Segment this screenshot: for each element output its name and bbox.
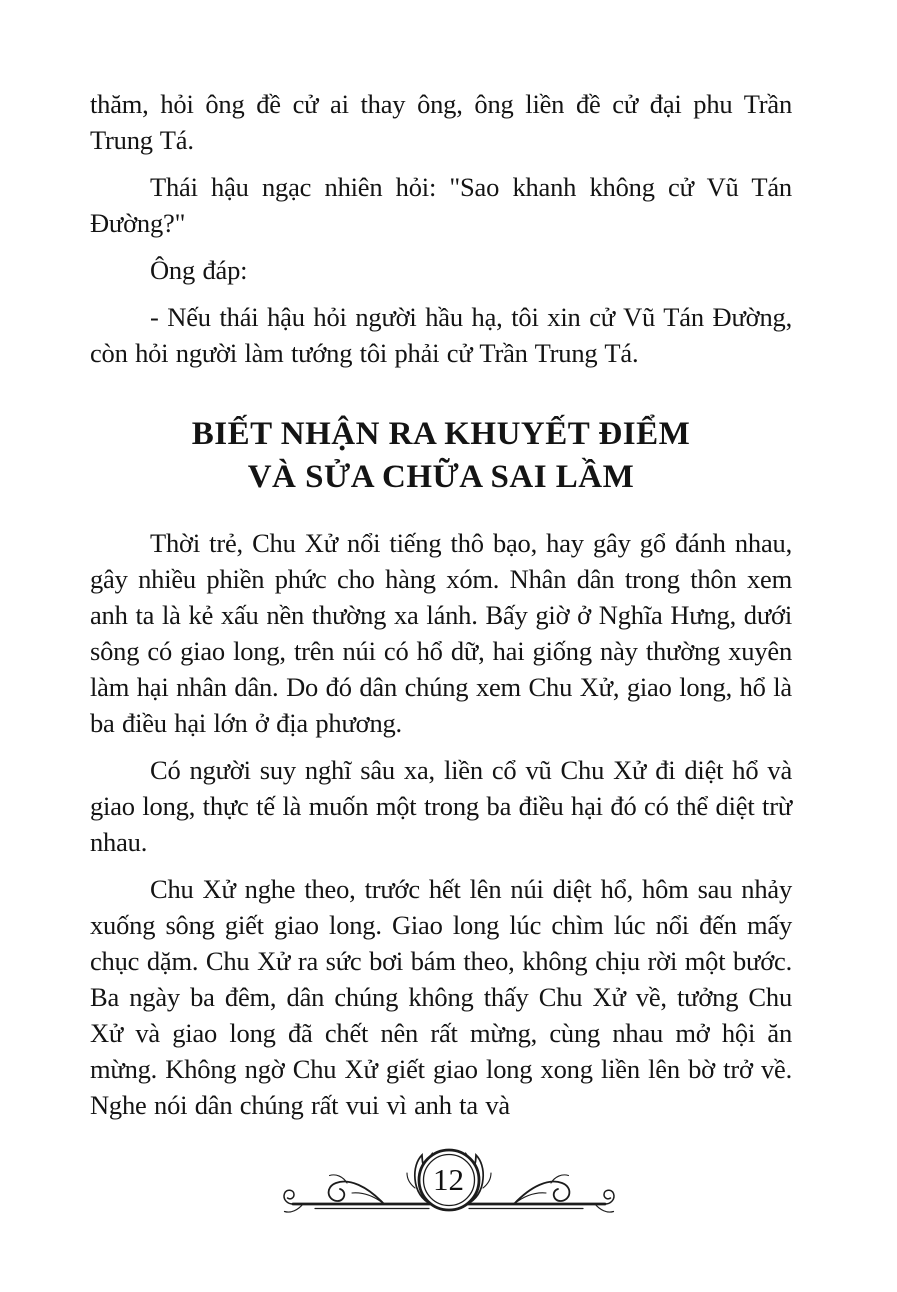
- paragraph: Ông đáp:: [150, 255, 248, 285]
- heading-line-1: BIẾT NHẬN RA KHUYẾT ĐIỂM: [191, 416, 691, 452]
- footer-ornament: [279, 1136, 619, 1236]
- paragraph: Có người suy nghĩ sâu xa, liền cổ vũ Chu Xử đi diệt hổ và giao long, thực tế là muốn một trong ba điều hại đó có thể diệt trừ nhau.: [90, 755, 792, 857]
- paragraph: Thái hậu ngạc nhiên hỏi: "Sao khanh không cử Vũ Tán Đường?": [90, 172, 792, 238]
- paragraph: Chu Xử nghe theo, trước hết lên núi diệt hổ, hôm sau nhảy xuống sông giết giao long. Giao long lúc chìm lúc nổi đến mấy chục dặm. Chu Xử ra sức bơi bám theo, không chịu rời một bước. Ba ngày ba đêm, dân chúng không thấy Chu Xử về, tưởng Chu Xử và giao long đã chết nên rất mừng, cùng nhau mở hội ăn mừng. Không ngờ Chu Xử giết giao long xong liền lên bờ trở về. Nghe nói dân chúng rất vui vì anh ta và: [90, 874, 792, 1120]
- text-block: [90, 86, 792, 1134]
- paragraph: - Nếu thái hậu hỏi người hầu hạ, tôi xin cử Vũ Tán Đường, còn hỏi người làm tướng tôi phải cử Trần Trung Tá.: [90, 302, 792, 368]
- paragraph: Thời trẻ, Chu Xử nổi tiếng thô bạo, hay gây gổ đánh nhau, gây nhiều phiền phức cho hàng xóm. Nhân dân trong thôn xem anh ta là kẻ xấu nền thường xa lánh. Bấy giờ ở Nghĩa Hưng, dưới sông có giao long, trên núi có hổ dữ, hai giống này thường xuyên làm hại nhân dân. Do đó dân chúng xem Chu Xử, giao long, hổ là ba điều hại lớn ở địa phương.: [90, 528, 792, 738]
- paragraph: thăm, hỏi ông đề cử ai thay ông, ông liền đề cử đại phu Trần Trung Tá.: [90, 89, 792, 155]
- heading-line-2: VÀ SỬA CHỮA SAI LẦM: [247, 459, 635, 495]
- section-heading: [90, 413, 792, 499]
- page-number: 12: [433, 1162, 464, 1197]
